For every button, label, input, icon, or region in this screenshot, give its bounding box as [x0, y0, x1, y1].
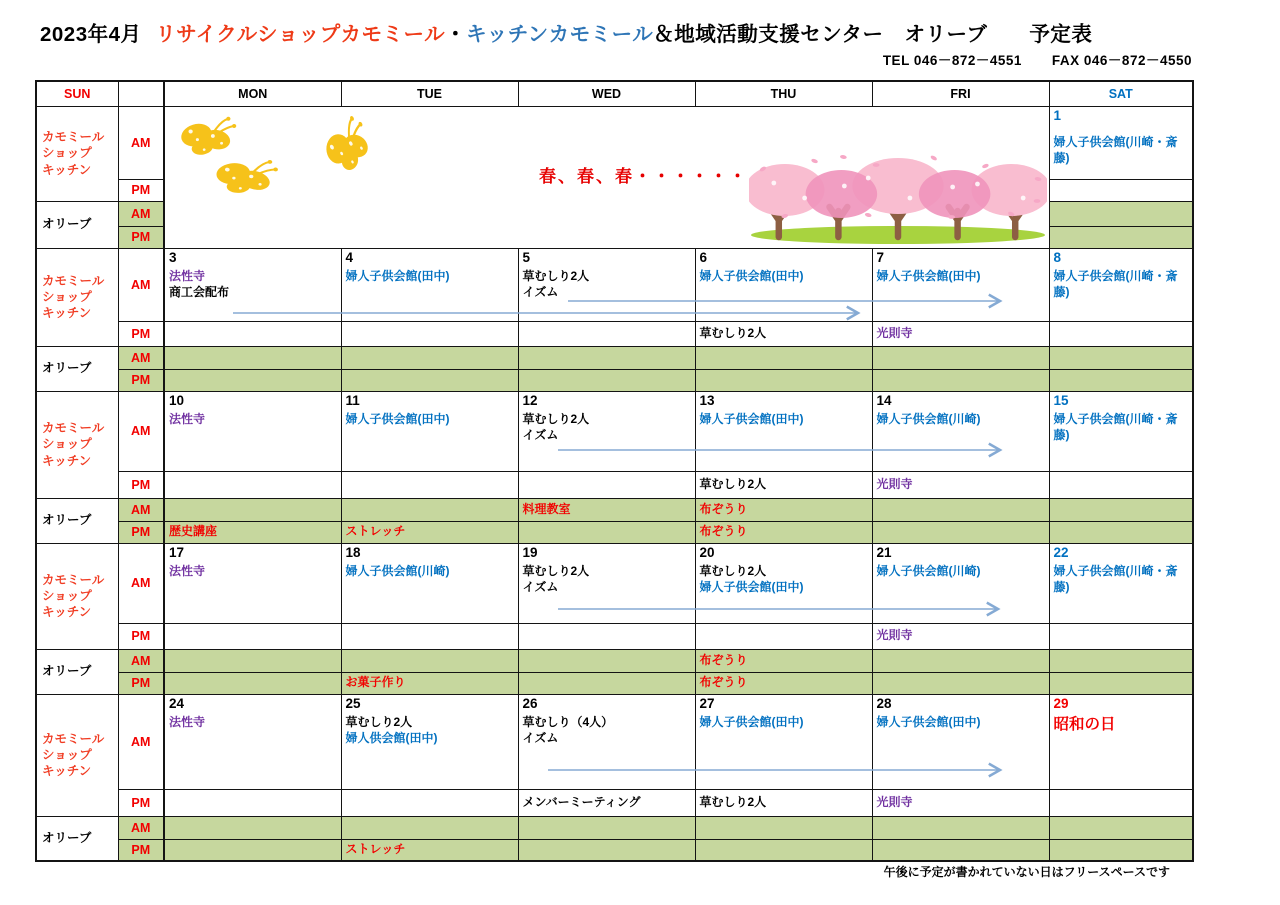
cell-w2-wed-oam — [518, 346, 695, 369]
event-text: ストレッチ — [345, 841, 406, 856]
cell-w2-sat-am — [1049, 248, 1193, 321]
ampm-label-am — [118, 346, 164, 369]
event-text: 歴史講座 — [169, 524, 218, 539]
cell-w4-wed-oam — [518, 649, 695, 672]
event-text: 婦人子供会館(川崎・斎藤) — [1053, 564, 1178, 595]
row-label-text: キッチン — [42, 605, 92, 620]
date-number: 4 — [345, 249, 354, 265]
date-number: 26 — [522, 695, 538, 711]
schedule-table — [35, 80, 1194, 862]
week-3-olive-pm-row — [36, 521, 1193, 543]
row-label-text: カモミール — [42, 572, 105, 587]
cell-w5-thu-oam — [695, 816, 872, 839]
week-2-chamomile-pm-row — [36, 321, 1193, 346]
row-label-text: キッチン — [42, 306, 92, 321]
week-2-olive-pm-row — [36, 369, 1193, 391]
event-text: 婦人子供会館(田中) — [345, 269, 450, 284]
ampm-label-am — [118, 201, 164, 226]
cell-w4-mon-am — [164, 543, 341, 623]
day-header-fri: FRI — [872, 81, 1049, 106]
row-label-text: キッチン — [42, 162, 92, 177]
cell-w4-thu-am — [695, 543, 872, 623]
cell-w3-fri-am — [872, 391, 1049, 471]
event-text: 料理教室 — [522, 501, 571, 516]
cell-w3-thu-oam — [695, 498, 872, 521]
ampm-label-am — [118, 649, 164, 672]
date-number: 5 — [522, 249, 531, 265]
title-shop-name: リサイクルショップカモミール — [155, 23, 446, 46]
event-text: 草むしり2人 — [522, 412, 590, 427]
week-5-chamomile-am-row — [36, 694, 1193, 789]
event-text: 草むしり2人 — [699, 564, 767, 579]
cell-w4-thu-oam — [695, 649, 872, 672]
ampm-label-pm — [118, 321, 164, 346]
row-label-text: オリーブ — [42, 513, 92, 528]
date-number: 3 — [169, 249, 177, 265]
event-text: 婦人供会館(田中) — [345, 731, 438, 746]
cell-w2-mon-am — [164, 248, 341, 321]
cell-w1-sat-pm — [1049, 179, 1193, 201]
cell-w5-mon-opm — [164, 839, 341, 861]
ampm-label-pm — [118, 521, 164, 543]
ampm-label-am — [118, 543, 164, 623]
date-number: 11 — [345, 392, 360, 408]
event-text: 法性寺 — [169, 715, 206, 730]
row-label-olive — [36, 816, 118, 861]
cell-w3-sat-am — [1049, 391, 1193, 471]
cell-w5-tue-am — [341, 694, 518, 789]
cell-w3-mon-opm — [164, 521, 341, 543]
event-text: 布ぞうり — [699, 652, 748, 667]
cell-w4-mon-pm — [164, 623, 341, 649]
event-text: 法性寺 — [169, 412, 206, 427]
date-number: 24 — [169, 695, 185, 711]
cell-w4-thu-opm — [695, 672, 872, 694]
event-text: 草むしり2人 — [345, 715, 413, 730]
cell-w4-sat-pm — [1049, 623, 1193, 649]
cell-w3-sat-oam — [1049, 498, 1193, 521]
ampm-text: PM — [131, 795, 151, 810]
week-5-chamomile-pm-row — [36, 789, 1193, 816]
event-text: 昭和の日 — [1053, 716, 1116, 734]
week-4-chamomile-am-row — [36, 543, 1193, 623]
day-header-tue: TUE — [341, 81, 518, 106]
cell-w5-fri-oam — [872, 816, 1049, 839]
event-text: 婦人子供会館(田中) — [699, 715, 804, 730]
cell-w3-sat-pm — [1049, 471, 1193, 498]
fax-number: FAX 046－872－4550 — [1051, 53, 1192, 68]
cell-w2-fri-am — [872, 248, 1049, 321]
week-5-olive-am-row — [36, 816, 1193, 839]
row-label-text: カモミール — [42, 731, 105, 746]
week-4-olive-am-row — [36, 649, 1193, 672]
row-label-chamomile — [36, 694, 118, 816]
cell-w3-tue-opm — [341, 521, 518, 543]
cell-w4-tue-pm — [341, 623, 518, 649]
event-text: 布ぞうり — [699, 675, 748, 690]
cell-w5-thu-opm — [695, 839, 872, 861]
date-number: 10 — [169, 392, 185, 408]
ampm-label-am — [118, 694, 164, 789]
cell-w4-tue-oam — [341, 649, 518, 672]
event-text: ストレッチ — [345, 524, 406, 539]
ampm-label-pm — [118, 672, 164, 694]
footer-note: 午後に予定が書かれていない日はフリースペースです — [883, 865, 1170, 879]
cell-w3-sat-opm — [1049, 521, 1193, 543]
cell-w3-wed-oam — [518, 498, 695, 521]
row-label-text: ショップ — [42, 289, 92, 304]
cell-w5-fri-pm — [872, 789, 1049, 816]
row-label-chamomile — [36, 248, 118, 346]
row-label-chamomile — [36, 543, 118, 649]
cell-w5-wed-pm — [518, 789, 695, 816]
page-title — [40, 17, 1092, 47]
cell-w2-wed-am — [518, 248, 695, 321]
cell-w3-mon-pm — [164, 471, 341, 498]
event-text: 商工会配布 — [169, 285, 230, 300]
ampm-label-am — [118, 106, 164, 179]
cell-w2-wed-opm — [518, 369, 695, 391]
cell-w3-mon-oam — [164, 498, 341, 521]
cell-w5-tue-oam — [341, 816, 518, 839]
cell-w2-tue-oam — [341, 346, 518, 369]
cell-w5-sat-opm — [1049, 839, 1193, 861]
event-text: 婦人子供会館(川崎・斎藤) — [1053, 269, 1178, 300]
event-text: 草むしり2人 — [699, 476, 767, 491]
cell-w4-wed-opm — [518, 672, 695, 694]
cell-w5-fri-opm — [872, 839, 1049, 861]
cell-w5-wed-opm — [518, 839, 695, 861]
cell-w1-sat-oam — [1049, 201, 1193, 226]
cell-w4-tue-opm — [341, 672, 518, 694]
cell-w2-thu-pm — [695, 321, 872, 346]
cell-w2-thu-opm — [695, 369, 872, 391]
event-text: 婦人子供会館(田中) — [699, 412, 804, 427]
event-text: イズム — [522, 428, 559, 443]
date-number: 8 — [1053, 249, 1062, 265]
cell-w5-thu-am — [695, 694, 872, 789]
row-label-olive — [36, 201, 118, 248]
ampm-text: AM — [131, 653, 151, 668]
event-text: 草むしり（4人） — [522, 715, 614, 730]
cell-w4-sat-opm — [1049, 672, 1193, 694]
day-header-mon: MON — [164, 81, 341, 106]
cell-w2-sat-oam — [1049, 346, 1193, 369]
cell-w3-fri-opm — [872, 521, 1049, 543]
contact-line — [35, 49, 1192, 69]
cell-w4-wed-pm — [518, 623, 695, 649]
cell-w4-thu-pm — [695, 623, 872, 649]
cell-w2-tue-am — [341, 248, 518, 321]
row-label-chamomile — [36, 391, 118, 498]
event-text: 光則寺 — [876, 476, 913, 491]
cell-w2-tue-pm — [341, 321, 518, 346]
title-separator: ・ — [445, 23, 467, 46]
cell-w3-tue-pm — [341, 471, 518, 498]
cell-w3-tue-am — [341, 391, 518, 471]
cell-w5-tue-pm — [341, 789, 518, 816]
event-text: 草むしり2人 — [699, 794, 767, 809]
date-number: 19 — [522, 544, 538, 560]
date-number: 18 — [345, 544, 361, 560]
cell-w4-sat-am — [1049, 543, 1193, 623]
day-header-sat: SAT — [1049, 81, 1193, 106]
week-4-olive-pm-row — [36, 672, 1193, 694]
cell-w3-mon-am — [164, 391, 341, 471]
date-number: 29 — [1053, 695, 1069, 711]
row-label-text: キッチン — [42, 764, 92, 779]
ampm-label-pm — [118, 369, 164, 391]
week-5-olive-pm-row — [36, 839, 1193, 861]
cell-w3-wed-am — [518, 391, 695, 471]
ampm-text: PM — [131, 676, 151, 690]
ampm-label-pm — [118, 839, 164, 861]
cell-w1-sat-am — [1049, 106, 1193, 179]
row-label-text: オリーブ — [42, 664, 92, 679]
event-text: 婦人子供会館(田中) — [699, 269, 804, 284]
event-text: 草むしり2人 — [699, 325, 767, 340]
butterfly-icon — [180, 116, 238, 156]
ampm-text: PM — [131, 183, 151, 197]
cell-w2-fri-opm — [872, 369, 1049, 391]
cell-w2-fri-pm — [872, 321, 1049, 346]
date-number: 14 — [876, 392, 892, 408]
date-number: 27 — [699, 695, 715, 711]
cell-w5-fri-am — [872, 694, 1049, 789]
cell-w5-sat-am — [1049, 694, 1193, 789]
ampm-text: AM — [131, 820, 151, 835]
cell-w3-thu-pm — [695, 471, 872, 498]
ampm-text: PM — [131, 230, 151, 244]
day-header-sun: SUN — [36, 81, 118, 106]
row-label-text: キッチン — [42, 453, 92, 468]
cell-w5-wed-oam — [518, 816, 695, 839]
event-text: 光則寺 — [876, 628, 913, 643]
row-label-text: オリーブ — [42, 217, 92, 232]
row-label-chamomile — [36, 106, 118, 201]
ampm-label-pm — [118, 179, 164, 201]
event-text: 布ぞうり — [699, 501, 748, 516]
cell-w5-mon-am — [164, 694, 341, 789]
cell-w5-wed-am — [518, 694, 695, 789]
event-text: 婦人子供会館(川崎) — [345, 564, 450, 579]
cell-w3-tue-oam — [341, 498, 518, 521]
week-3-chamomile-am-row — [36, 391, 1193, 471]
date-number: 17 — [169, 544, 185, 560]
cell-w5-mon-oam — [164, 816, 341, 839]
event-text: 法性寺 — [169, 564, 206, 579]
ampm-label-pm — [118, 471, 164, 498]
cell-w3-wed-opm — [518, 521, 695, 543]
cell-w3-thu-opm — [695, 521, 872, 543]
ampm-text: AM — [131, 734, 151, 749]
cell-w5-tue-opm — [341, 839, 518, 861]
cell-w3-fri-pm — [872, 471, 1049, 498]
date-number: 28 — [876, 695, 892, 711]
ampm-text: AM — [131, 576, 151, 590]
event-text: 婦人子供会館(田中) — [876, 269, 981, 284]
date-number: 21 — [876, 544, 892, 560]
event-text: 草むしり2人 — [522, 564, 590, 579]
row-label-text: オリーブ — [42, 361, 92, 376]
event-text: 婦人子供会館(川崎・斎藤) — [1053, 412, 1178, 443]
date-number: 13 — [699, 392, 715, 408]
cell-w2-sat-pm — [1049, 321, 1193, 346]
event-text: 婦人子供会館(川崎・斎藤) — [1053, 135, 1178, 166]
row-label-text: ショップ — [42, 437, 92, 452]
cell-w4-mon-oam — [164, 649, 341, 672]
title-rest: ＆地域活動支援センター オリーブ 予定表 — [653, 23, 1093, 46]
cell-w2-fri-oam — [872, 346, 1049, 369]
butterfly-icon — [315, 111, 381, 178]
ampm-text: AM — [131, 424, 151, 438]
cell-w4-fri-pm — [872, 623, 1049, 649]
row-label-text: カモミール — [42, 273, 105, 288]
cell-w2-thu-oam — [695, 346, 872, 369]
cell-w2-tue-opm — [341, 369, 518, 391]
event-text: 光則寺 — [876, 794, 913, 809]
event-text: 法性寺 — [169, 269, 206, 284]
day-header-blank — [118, 81, 164, 106]
ampm-text: AM — [131, 277, 151, 292]
date-number: 25 — [345, 695, 361, 711]
row-label-olive — [36, 346, 118, 391]
ampm-text: PM — [131, 629, 151, 643]
cell-w2-sat-opm — [1049, 369, 1193, 391]
tel-number: TEL 046－872－4551 — [882, 53, 1022, 68]
ampm-text: AM — [131, 350, 151, 365]
event-text: イズム — [522, 285, 559, 300]
ampm-label-am — [118, 248, 164, 321]
event-text: 光則寺 — [876, 325, 913, 340]
day-header-wed: WED — [518, 81, 695, 106]
event-text: メンバーミーティング — [522, 794, 641, 809]
cell-w4-fri-am — [872, 543, 1049, 623]
ampm-text: PM — [131, 326, 151, 341]
cell-w5-thu-pm — [695, 789, 872, 816]
ampm-label-am — [118, 391, 164, 471]
butterfly-icon — [213, 153, 281, 197]
cell-w4-wed-am — [518, 543, 695, 623]
ampm-label-pm — [118, 789, 164, 816]
date-number: 20 — [699, 544, 715, 560]
day-header-thu: THU — [695, 81, 872, 106]
cell-w5-mon-pm — [164, 789, 341, 816]
event-text: イズム — [522, 580, 559, 595]
cell-w2-wed-pm — [518, 321, 695, 346]
event-text: 婦人子供会館(川崎) — [876, 412, 981, 427]
title-month: 2023年4月 — [40, 23, 142, 46]
ampm-text: AM — [131, 502, 151, 517]
cell-w4-tue-am — [341, 543, 518, 623]
date-number: 22 — [1053, 544, 1069, 560]
event-text: イズム — [522, 731, 559, 746]
row-label-text: ショップ — [42, 747, 92, 762]
event-text: 草むしり2人 — [522, 269, 590, 284]
row-label-text: カモミール — [42, 130, 105, 145]
ampm-text: PM — [131, 842, 151, 857]
date-number: 15 — [1053, 392, 1069, 408]
ampm-text: AM — [131, 135, 151, 150]
cell-w4-sat-oam — [1049, 649, 1193, 672]
week-2-chamomile-am-row — [36, 248, 1193, 321]
ampm-label-am — [118, 498, 164, 521]
cell-w3-wed-pm — [518, 471, 695, 498]
spring-greeting-text: 春、春、春・・・・・・ — [539, 166, 748, 186]
title-kitchen-name: キッチンカモミール — [466, 23, 654, 46]
event-text: 婦人子供会館(川崎) — [876, 564, 981, 579]
row-label-text: カモミール — [42, 421, 105, 436]
ampm-label-am — [118, 816, 164, 839]
date-number: 12 — [522, 392, 538, 408]
cell-w5-sat-oam — [1049, 816, 1193, 839]
ampm-text: PM — [131, 373, 151, 387]
ampm-label-pm — [118, 226, 164, 248]
week-4-chamomile-pm-row — [36, 623, 1193, 649]
row-label-olive — [36, 649, 118, 694]
event-text: 婦人子供会館(田中) — [345, 412, 450, 427]
event-text: 婦人子供会館(田中) — [699, 580, 804, 595]
cell-w2-mon-pm — [164, 321, 341, 346]
ampm-text: PM — [131, 477, 151, 492]
cell-w2-mon-opm — [164, 369, 341, 391]
cell-w2-mon-oam — [164, 346, 341, 369]
event-text: お菓子作り — [345, 675, 406, 690]
event-text: 婦人子供会館(田中) — [876, 715, 981, 730]
weekday-header-row — [36, 81, 1193, 106]
ampm-label-pm — [118, 623, 164, 649]
cell-w4-fri-oam — [872, 649, 1049, 672]
cell-w5-sat-pm — [1049, 789, 1193, 816]
row-label-olive — [36, 498, 118, 543]
cell-w4-fri-opm — [872, 672, 1049, 694]
date-number: 1 — [1053, 107, 1062, 123]
cell-w3-thu-am — [695, 391, 872, 471]
week-3-olive-am-row — [36, 498, 1193, 521]
ampm-text: PM — [131, 525, 151, 539]
ampm-text: AM — [131, 206, 151, 221]
event-text: 布ぞうり — [699, 524, 748, 539]
cell-w2-thu-am — [695, 248, 872, 321]
week-1-chamomile-am-row — [36, 106, 1193, 179]
week-3-chamomile-pm-row — [36, 471, 1193, 498]
week1-decor-cell — [164, 106, 1049, 248]
cell-w1-sat-opm — [1049, 226, 1193, 248]
cell-w4-mon-opm — [164, 672, 341, 694]
date-number: 6 — [699, 249, 708, 265]
row-label-text: ショップ — [42, 588, 92, 603]
week-2-olive-am-row — [36, 346, 1193, 369]
row-label-text: オリーブ — [42, 831, 92, 846]
row-label-text: ショップ — [42, 146, 92, 161]
date-number: 7 — [876, 249, 885, 265]
cell-w3-fri-oam — [872, 498, 1049, 521]
